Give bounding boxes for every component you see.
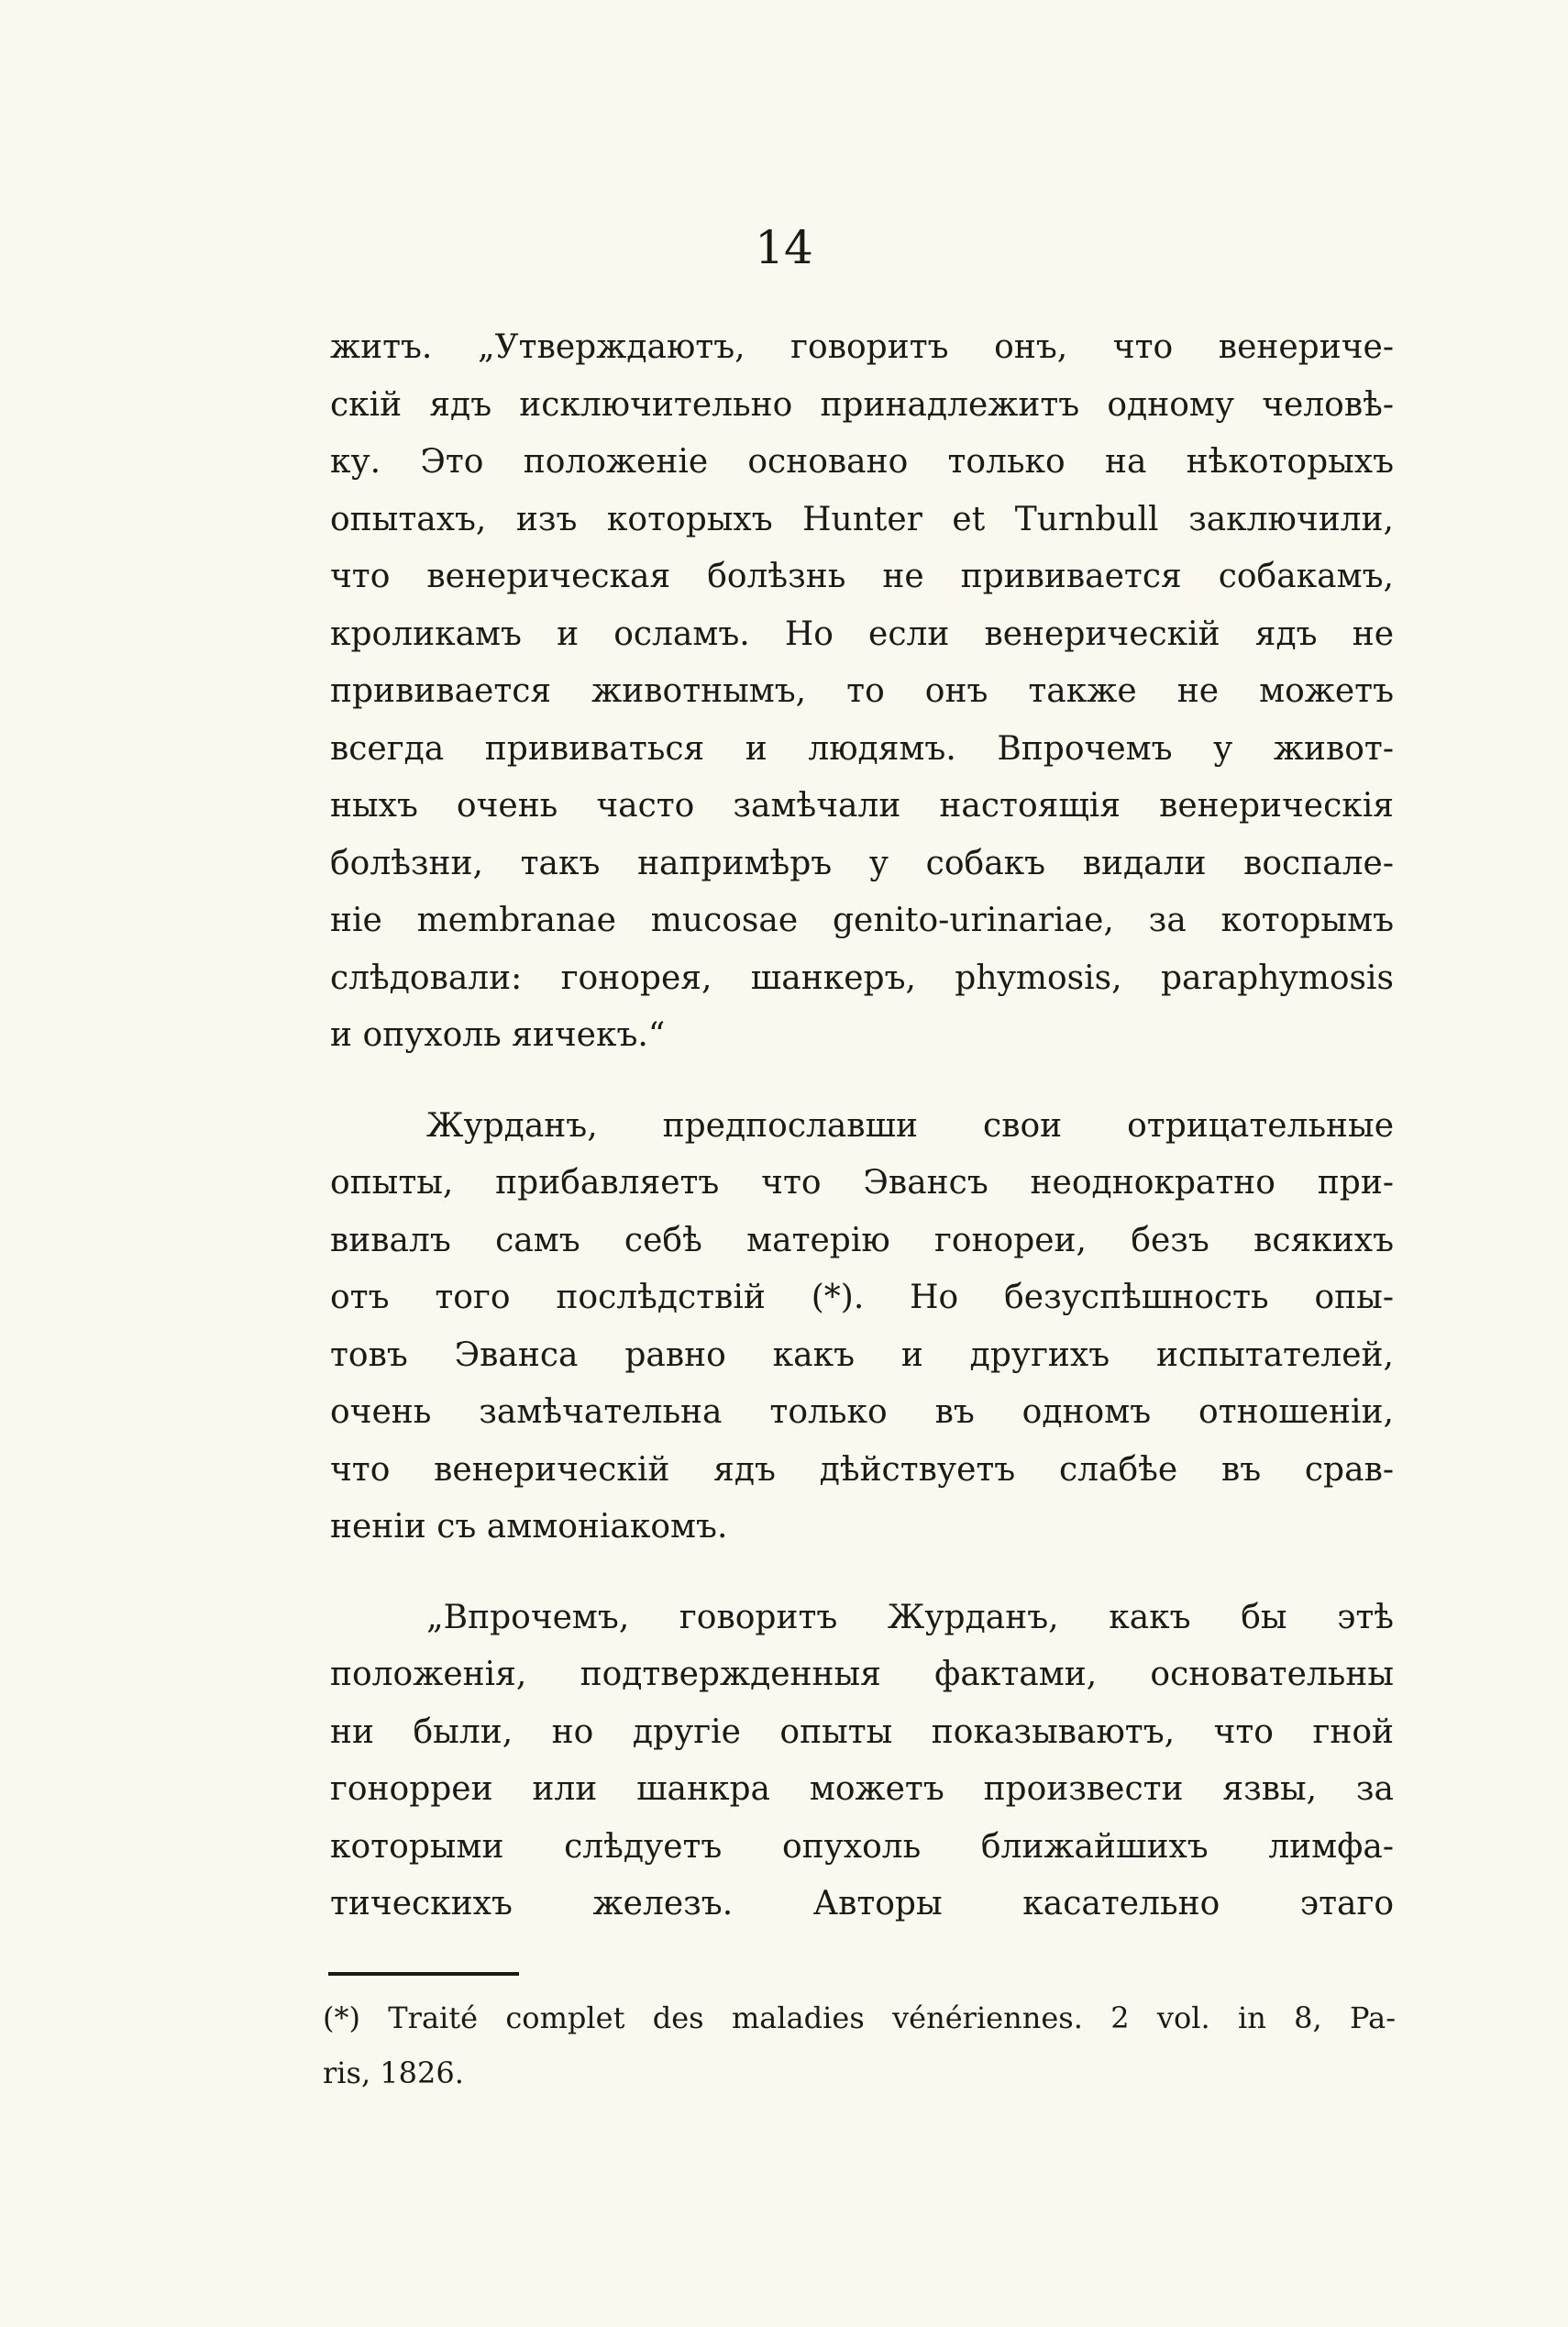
footnote bbox=[323, 1990, 1396, 2100]
text-line: и опухоль яичекъ.“ bbox=[330, 1016, 666, 1054]
text-line: положенія, подтвержденныя фактами, основательны bbox=[330, 1656, 1394, 1693]
text-line: ныхъ очень часто замѣчали настоящія венерическія bbox=[330, 787, 1394, 825]
text-line: отъ того послѣдствій (*). Но безуспѣшность опы- bbox=[330, 1279, 1394, 1316]
text-line: очень замѣчательна только въ одномъ отношеніи, bbox=[330, 1393, 1394, 1431]
text-line: скій ядъ исключительно принадлежитъ одному человѣ- bbox=[330, 385, 1394, 424]
text-line: опыты, прибавляетъ что Эвансъ неоднократно при- bbox=[330, 1164, 1394, 1202]
text-line: вивалъ самъ себѣ матерію гонореи, безъ всякихъ bbox=[330, 1221, 1394, 1259]
text-line: кроликамъ и осламъ. Но если венерическій ядъ не bbox=[330, 615, 1394, 653]
paragraph-1 bbox=[330, 319, 1394, 1065]
paragraph-gap bbox=[330, 1557, 1394, 1590]
text-line: опытахъ, изъ которыхъ Hunter et Turnbull заключили, bbox=[330, 500, 1394, 538]
text-line: что венерическая болѣзнь не прививается собакамъ, bbox=[330, 558, 1394, 595]
paragraph-3 bbox=[330, 1590, 1394, 1934]
text-line: ніе membranae mucosae genito-urinariae, за которымъ bbox=[330, 902, 1394, 939]
text-line: неніи съ аммоніакомъ. bbox=[330, 1508, 728, 1546]
text-line: гонорреи или шанкра можетъ произвести язвы, за bbox=[330, 1770, 1394, 1808]
footnote-rule bbox=[328, 1972, 519, 1976]
text-line: прививается животнымъ, то онъ также не можетъ bbox=[330, 672, 1394, 710]
text-line: тическихъ железъ. Авторы касательно этаго bbox=[330, 1885, 1394, 1923]
text-line: „Впрочемъ, говоритъ Журданъ, какъ бы этѣ bbox=[426, 1598, 1394, 1636]
paragraph-gap bbox=[330, 1065, 1394, 1098]
text-line: ни были, но другіе опыты показываютъ, что гной bbox=[330, 1712, 1394, 1751]
text-line: что венерическій ядъ дѣйствуетъ слабѣе въ срав- bbox=[330, 1450, 1394, 1489]
text-line: товъ Эванса равно какъ и другихъ испытателей, bbox=[330, 1335, 1394, 1374]
footnote-line: ris, 1826. bbox=[323, 2056, 464, 2090]
body-text bbox=[330, 319, 1394, 1934]
footnote-line: (*) Traité complet des maladies vénériennes. 2 vol. in 8, Pa- bbox=[323, 2000, 1396, 2035]
text-line: всегда прививаться и людямъ. Впрочемъ у живот- bbox=[330, 729, 1394, 768]
page-number: 14 bbox=[755, 221, 813, 274]
text-line: которыми слѣдуетъ опухоль ближайшихъ лимфа- bbox=[330, 1827, 1394, 1866]
text-line: слѣдовали: гонорея, шанкеръ, phymosis, paraphymosis bbox=[330, 959, 1394, 997]
text-line: болѣзни, такъ напримѣръ у собакъ видали воспале- bbox=[330, 844, 1394, 882]
text-line: ку. Это положеніе основано только на нѣкоторыхъ bbox=[330, 443, 1394, 481]
paragraph-2 bbox=[330, 1098, 1394, 1557]
text-line: Журданъ, предпославши свои отрицательные bbox=[426, 1106, 1394, 1145]
text-line: житъ. „Утверждаютъ, говоритъ онъ, что венериче- bbox=[330, 328, 1394, 366]
